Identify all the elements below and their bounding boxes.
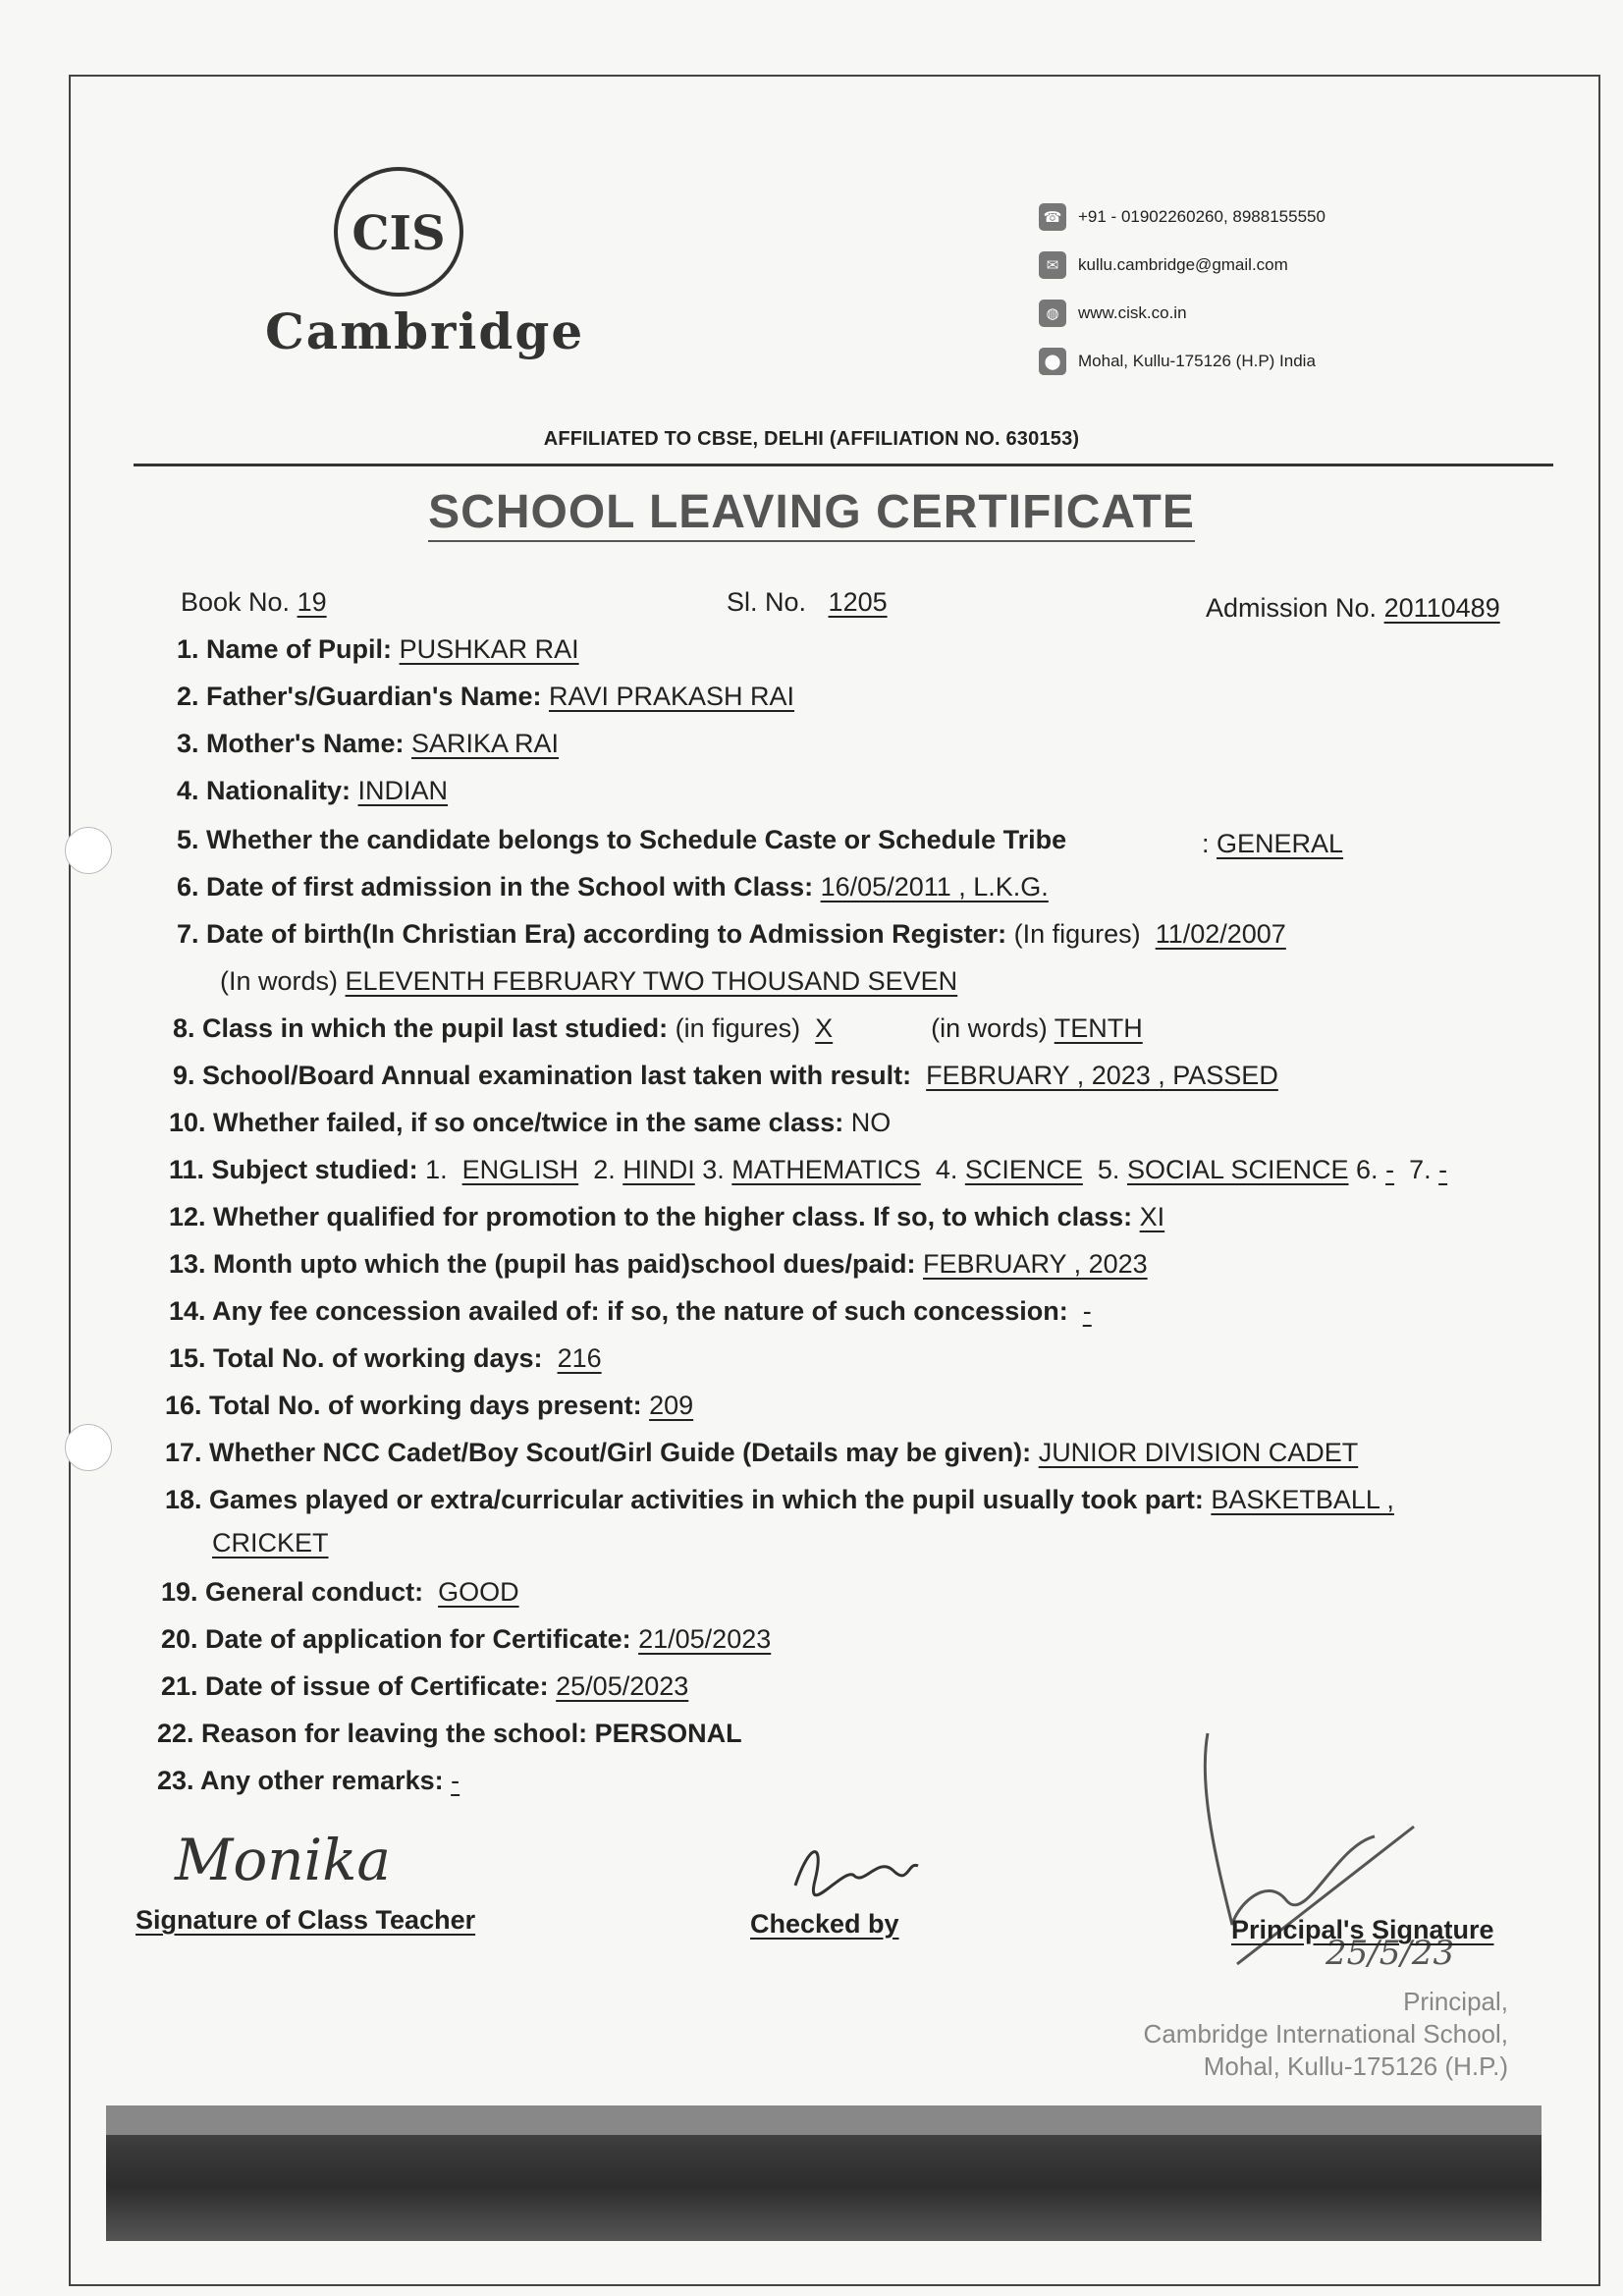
svg-text:25/5/23: 25/5/23 xyxy=(1325,1934,1455,1973)
field-nationality: 4. Nationality: INDIAN xyxy=(177,776,449,805)
field-application-date: 20. Date of application for Certificate: 21/05/2023 xyxy=(161,1624,772,1654)
field-failed: 10. Whether failed, if so once/twice in the same class: NO xyxy=(169,1108,892,1137)
subject-item: 4. SCIENCE xyxy=(935,1155,1083,1184)
field-last-class: 8. Class in which the pupil last studied: (in figures) X (in words) TENTH xyxy=(173,1013,1143,1043)
field-games: 18. Games played or extra/curricular activities in which the pupil usually took part: BASKETBALL , xyxy=(165,1485,1394,1514)
logo-monogram: CIS xyxy=(352,206,446,261)
field-name-of-pupil: 1. Name of Pupil: PUSHKAR RAI xyxy=(177,634,579,664)
field-other-remarks: 23. Any other remarks: - xyxy=(157,1766,460,1795)
contact-address xyxy=(1039,337,1325,385)
contact-phone xyxy=(1039,192,1325,241)
field-caste: 5. Whether the candidate belongs to Schedule Caste or Schedule Tribe xyxy=(177,825,1067,854)
field-days-present: 16. Total No. of working days present: 209 xyxy=(165,1391,694,1420)
principal-signature-label: Principal's Signature xyxy=(1231,1915,1494,1944)
contact-website xyxy=(1039,289,1325,337)
stamp-line: Mohal, Kullu-175126 (H.P.) xyxy=(1203,2051,1508,2081)
field-fee-concession: 14. Any fee concession availed of: if so, the nature of such concession: - xyxy=(169,1296,1092,1326)
punch-hole xyxy=(65,1424,112,1471)
field-games-cont: CRICKET xyxy=(212,1528,329,1558)
field-ncc: 17. Whether NCC Cadet/Boy Scout/Girl Guide (Details may be given): JUNIOR DIVISION CADET xyxy=(165,1438,1359,1467)
contact-text: +91 - 01902260260, 8988155550 xyxy=(1078,206,1325,226)
stamp-line: Principal, xyxy=(1403,1987,1508,2016)
contact-email xyxy=(1039,241,1325,289)
school-logo xyxy=(265,167,658,383)
subject-item: 2. HINDI xyxy=(593,1155,695,1184)
checked-by-label: Checked by xyxy=(750,1909,899,1939)
mail-icon: ✉ xyxy=(1039,251,1066,279)
principal-stamp xyxy=(1076,1986,1508,2083)
admission-no: Admission No. 20110489 xyxy=(1206,593,1500,623)
affiliation-line: AFFILIATED TO CBSE, DELHI (AFFILIATION NO. 630153) xyxy=(543,428,1080,450)
phone-icon: ☎ xyxy=(1039,203,1066,231)
location-icon: ⬤ xyxy=(1039,348,1066,375)
subject-item: 1. ENGLISH xyxy=(425,1155,579,1184)
contact-text: Mohal, Kullu-175126 (H.P) India xyxy=(1078,351,1316,370)
contact-text: kullu.cambridge@gmail.com xyxy=(1078,254,1288,274)
book-no: Book No. 19 xyxy=(181,587,327,617)
principal-handwritten-signature xyxy=(1178,1728,1492,1984)
footer-band-top xyxy=(106,2105,1542,2135)
field-working-days: 15. Total No. of working days: 216 xyxy=(169,1343,602,1373)
field-mother-name: 3. Mother's Name: SARIKA RAI xyxy=(177,729,560,758)
field-date-of-birth-words: (In words) ELEVENTH FEBRUARY TWO THOUSAND SEVEN xyxy=(220,966,958,996)
stamp-line: Cambridge International School, xyxy=(1143,2019,1508,2049)
header-rule xyxy=(134,464,1553,466)
field-issue-date: 21. Date of issue of Certificate: 25/05/2023 xyxy=(161,1671,689,1701)
school-name: Cambridge xyxy=(265,302,585,360)
subject-item: 5. SOCIAL SCIENCE xyxy=(1097,1155,1349,1184)
field-first-admission: 6. Date of first admission in the School with Class: 16/05/2011 , L.K.G. xyxy=(177,872,1049,902)
field-date-of-birth: 7. Date of birth(In Christian Era) according to Admission Register: (In figures) 11/02/2007 xyxy=(177,919,1286,949)
field-subjects: 11. Subject studied: 1. ENGLISH 2. HINDI 3. MATHEMATICS 4. SCIENCE 5. SOCIAL SCIENCE 6. - 7. - xyxy=(169,1155,1448,1184)
serial-no: Sl. No. 1205 xyxy=(727,587,888,617)
field-caste-value: : GENERAL xyxy=(1202,829,1344,858)
class-teacher-handwritten-signature: Monika xyxy=(175,1827,391,1893)
contact-text: www.cisk.co.in xyxy=(1078,302,1187,322)
globe-icon: ◍ xyxy=(1039,300,1066,327)
checked-by-handwritten-signature xyxy=(785,1836,923,1905)
subject-item: 7. - xyxy=(1409,1155,1448,1184)
subject-item: 3. MATHEMATICS xyxy=(702,1155,921,1184)
title-text: SCHOOL LEAVING CERTIFICATE xyxy=(428,486,1195,542)
subject-item: 6. - xyxy=(1356,1155,1395,1184)
certificate-title xyxy=(0,485,1623,539)
field-dues-paid: 13. Month upto which the (pupil has paid)school dues/paid: FEBRUARY , 2023 xyxy=(169,1249,1148,1279)
field-leaving-reason: 22. Reason for leaving the school: PERSONAL xyxy=(157,1719,742,1748)
field-father-name: 2. Father's/Guardian's Name: RAVI PRAKASH RAI xyxy=(177,682,795,711)
class-teacher-signature-label: Signature of Class Teacher xyxy=(135,1905,476,1935)
field-promotion: 12. Whether qualified for promotion to the higher class. If so, to which class: XI xyxy=(169,1202,1165,1231)
field-last-exam: 9. School/Board Annual examination last taken with result: FEBRUARY , 2023 , PASSED xyxy=(173,1061,1278,1090)
contact-block xyxy=(1039,192,1325,385)
punch-hole xyxy=(65,827,112,874)
field-conduct: 19. General conduct: GOOD xyxy=(161,1577,519,1607)
